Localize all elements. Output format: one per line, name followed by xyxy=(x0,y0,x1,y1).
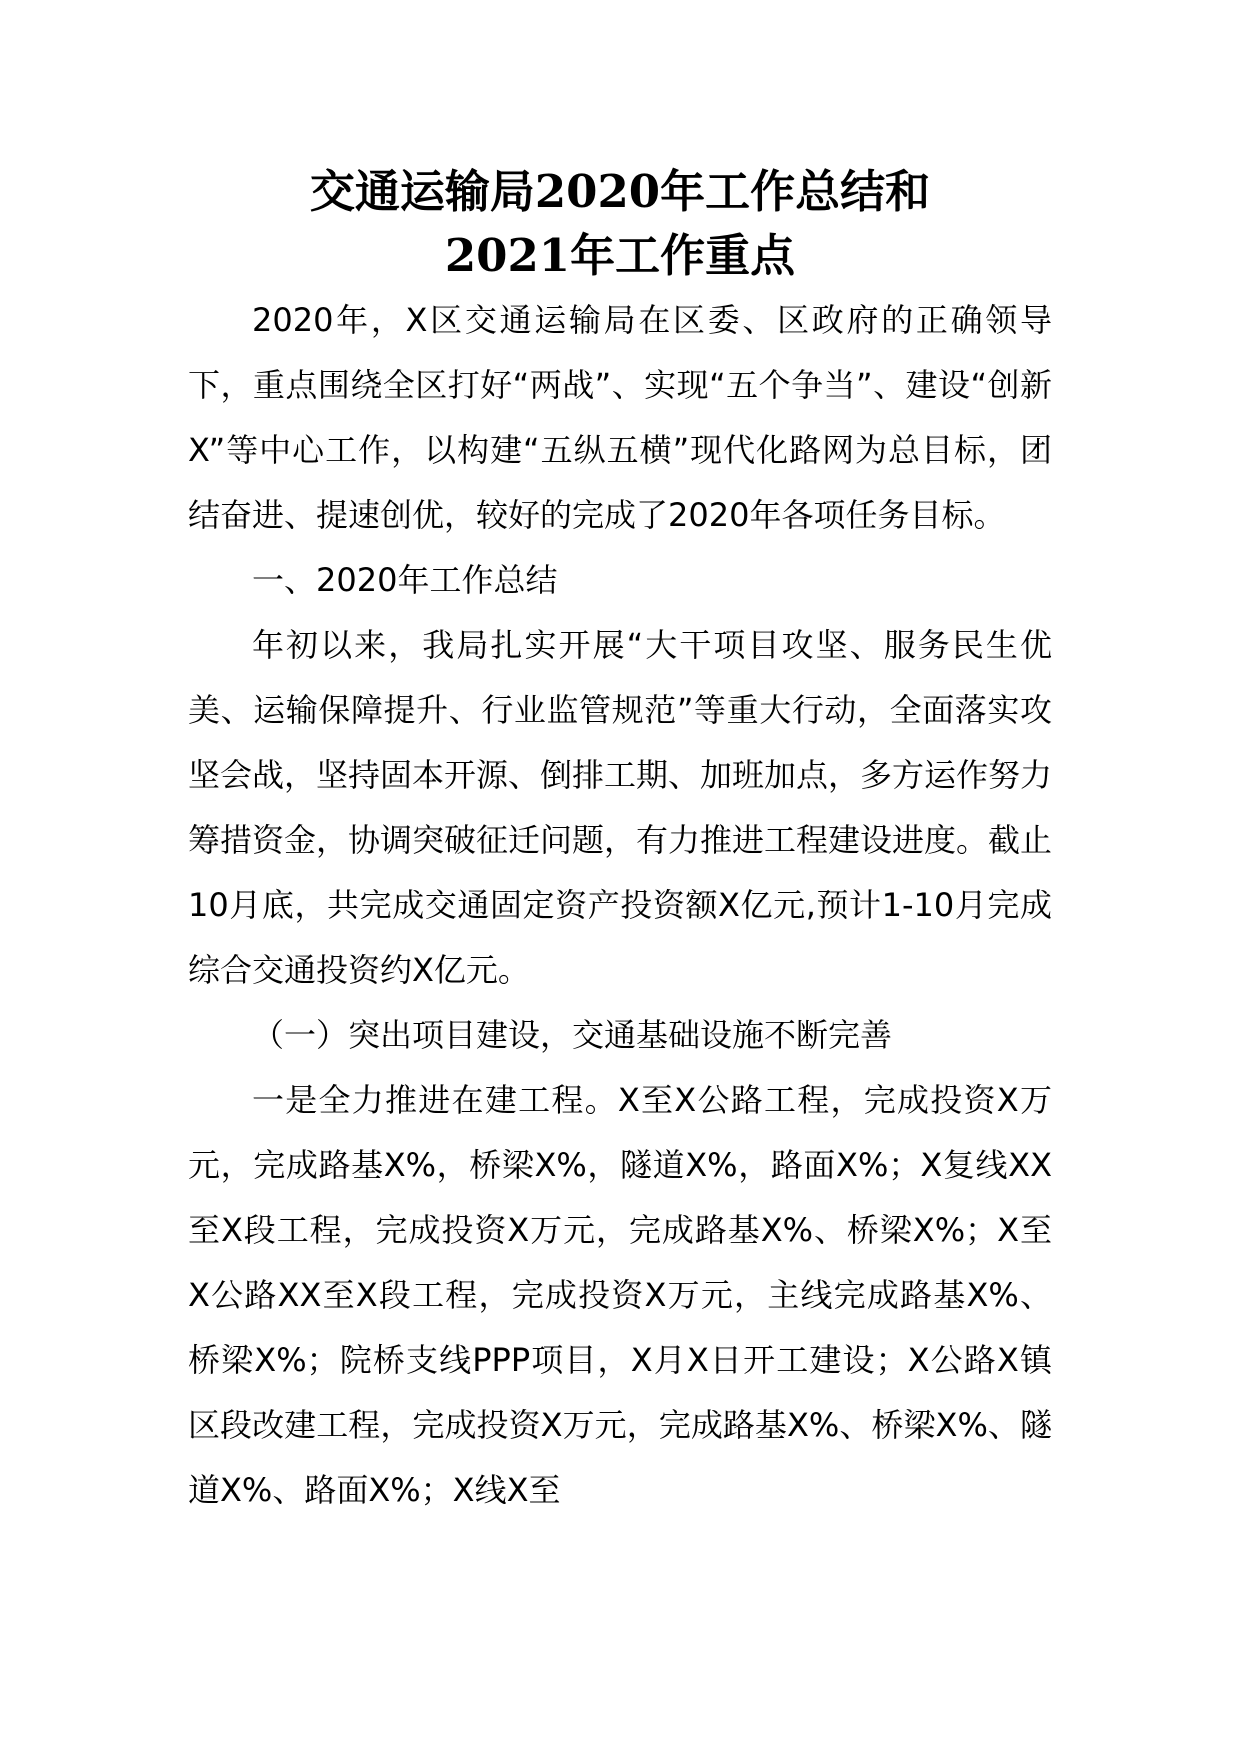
section-heading-1: 一、2020年工作总结 xyxy=(252,561,558,599)
intro-paragraph: 2020年，X区交通运输局在区委、区政府的正确领导下，重点围绕全区打好“两战”、实现“五个争当”、建设“创新X”等中心工作，以构建“五纵五横”现代化路网为总目标，团结奋进、提速创优，较好的完成了2020年各项任务目标。 xyxy=(188,301,1052,534)
title-line-1: 交通运输局2020年工作总结和 xyxy=(309,165,931,218)
document-title xyxy=(188,160,1052,288)
title-line-2: 2021年工作重点 xyxy=(444,229,796,282)
subsection-heading-1: （一）突出项目建设，交通基础设施不断完善 xyxy=(252,1016,893,1054)
section-1-paragraph: 年初以来，我局扎实开展“大干项目攻坚、服务民生优美、运输保障提升、行业监管规范”等重大行动，全面落实攻坚会战，坚持固本开源、倒排工期、加班加点，多方运作努力筹措资金，协调突破征迁问题，有力推进工程建设进度。截止10月底，共完成交通固定资产投资额X亿元,预计1-10月完成综合交通投资约X亿元。 xyxy=(188,626,1053,989)
document-body xyxy=(188,288,1052,1523)
document-page xyxy=(188,160,1052,1523)
subsection-1-paragraph: 一是全力推进在建工程。X至X公路工程，完成投资X万元，完成路基X%，桥梁X%，隧道X%，路面X%；X复线XX至X段工程，完成投资X万元，完成路基X%、桥梁X%；X至X公路XX至X段工程，完成投资X万元，主线完成路基X%、桥梁X%；院桥支线PPP项目，X月X日开工建设；X公路X镇区段改建工程，完成投资X万元，完成路基X%、桥梁X%、隧道X%、路面X%；X线X至 xyxy=(188,1081,1052,1509)
